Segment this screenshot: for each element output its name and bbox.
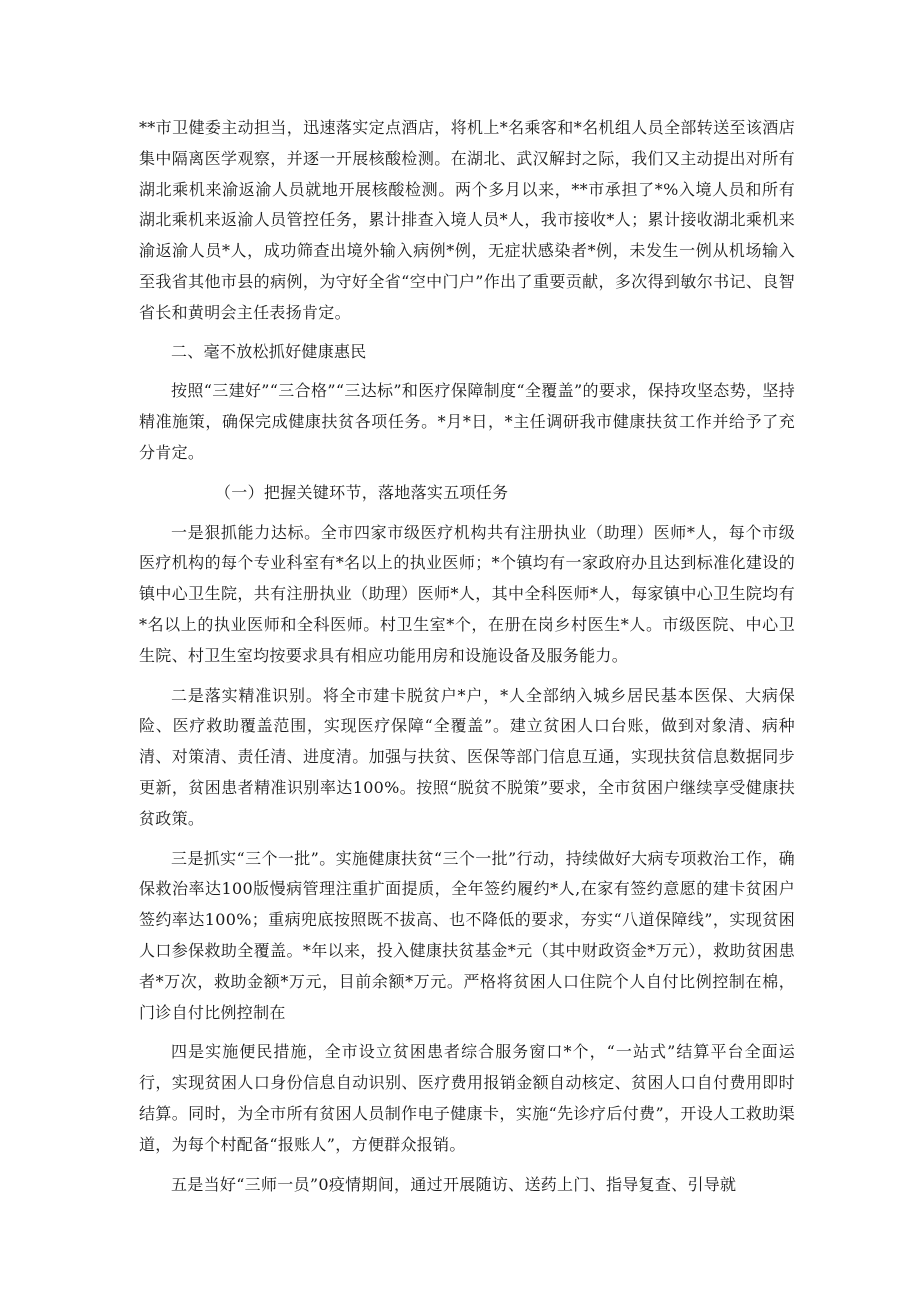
document-body <box>139 113 795 1200</box>
paragraph-three-batches: 三是抓实“三个一批”。实施健康扶贫“三个一批”行动，持续做好大病专项救治工作，确保救治率达100版慢病管理注重扩面提质，全年签约履约*人,在家有签约意愿的建卡贫困户签约率达100%；重病兜底按照既不拔高、也不降低的要求，夯实“八道保障线”，实现贫困人口参保救助全覆盖。*年以来，投入健康扶贫基金*元（其中财政资金*万元），救助贫困患者*万次，救助金额*万元，目前余额*万元。严格将贫困人口住院个人自付比例控制在棉，门诊自付比例控制在 <box>139 848 795 1022</box>
paragraph-health-poverty-requirements: 按照“三建好”“三合格”“三达标”和医疗保障制度“全覆盖”的要求，保持攻坚态势，坚持精准施策，确保完成健康扶贫各项任务。*月*日，*主任调研我市健康扶贫工作并给予了充分肯定。 <box>139 381 795 462</box>
section-heading-health-benefit: 二、毫不放松抓好健康惠民 <box>171 341 367 361</box>
paragraph-convenience-measures: 四是实施便民措施，全市设立贫困患者综合服务窗口*个，“一站式”结算平台全面运行，实现贫困人口身份信息自动识别、医疗费用报销金额自动核定、贫困人口自付费用即时结算。同时，为全市所有贫困人员制作电子健康卡，实施“先诊疗后付费”，开设人工救助渠道，为每个村配备“报账人”，方便群众报销。 <box>139 1042 795 1154</box>
paragraph-airport-quarantine: **市卫健委主动担当，迅速落实定点酒店，将机上*名乘客和*名机组人员全部转送至该酒店集中隔离医学观察，并逐一开展核酸检测。在湖北、武汉解封之际，我们又主动提出对所有湖北乘机来渝返渝人员就地开展核酸检测。两个多月以来，**市承担了*%入境人员和所有湖北乘机来返渝人员管控任务，累计排查入境人员*人，我市接收*人；累计接收湖北乘机来渝返渝人员*人，成功筛查出境外输入病例*例，无症状感染者*例，未发生一例从机场输入至我省其他市县的病例，为守好全省“空中门户”作出了重要贡献，多次得到敏尔书记、良智省长和黄明会主任表扬肯定。 <box>139 118 795 322</box>
subsection-heading-five-tasks: （一）把握关键环节，落地落实五项任务 <box>215 482 509 502</box>
paragraph-three-doctors-one-member: 五是当好“三师一员”0疫情期间，通过开展随访、送药上门、指导复查、引导就 <box>171 1174 737 1194</box>
paragraph-precise-identification: 二是落实精准识别。将全市建卡脱贫户*户，*人全部纳入城乡居民基本医保、大病保险、医疗救助覆盖范围，实现医疗保障“全覆盖”。建立贫困人口台账，做到对象清、病种清、对策清、责任清、进度清。加强与扶贫、医保等部门信息互通，实现扶贫信息数据同步更新，贫困患者精准识别率达100%。按照“脱贫不脱策”要求，全市贫困户继续享受健康扶贫政策。 <box>139 685 795 828</box>
paragraph-capacity-standards: 一是狠抓能力达标。全市四家市级医疗机构共有注册执业（助理）医师*人，每个市级医疗机构的每个专业科室有*名以上的执业医师；*个镇均有一家政府办且达到标准化建设的镇中心卫生院，共有注册执业（助理）医师*人，其中全科医师*人，每家镇中心卫生院均有*名以上的执业医师和全科医师。村卫生室*个，在册在岗乡村医生*人。市级医院、中心卫生院、村卫生室均按要求具有相应功能用房和设施设备及服务能力。 <box>139 522 795 665</box>
